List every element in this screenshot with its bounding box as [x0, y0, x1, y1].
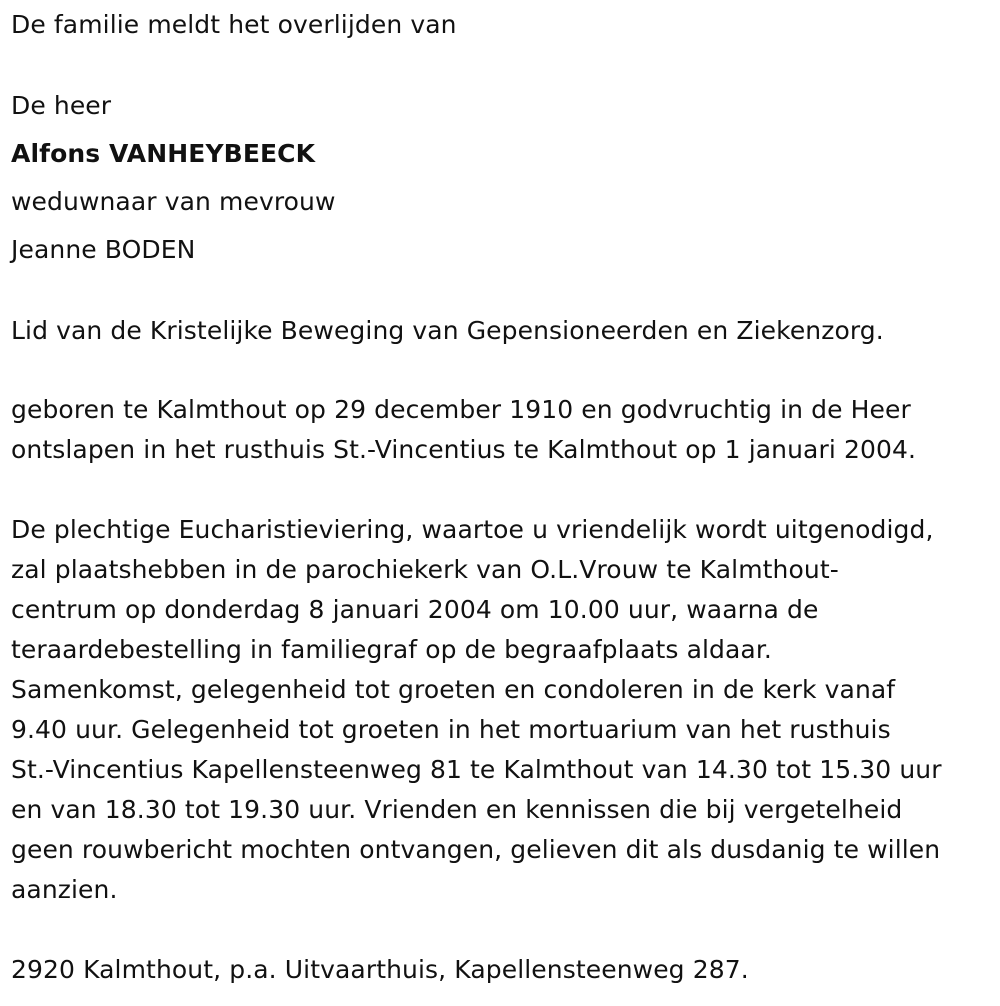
ceremony-line: De plechtige Eucharistieviering, waartoe u vriendelijk wordt uitgenodigd, [11, 515, 934, 544]
deceased-name: Alfons VANHEYBEECK [11, 139, 316, 168]
ceremony-line: aanzien. [11, 875, 118, 904]
ceremony-line: teraardebestelling in familiegraf op de begraafplaats aldaar. [11, 635, 772, 664]
ceremony-line: centrum op donderdag 8 januari 2004 om 10.00 uur, waarna de [11, 595, 819, 624]
ceremony-line: 9.40 uur. Gelegenheid tot groeten in het mortuarium van het rusthuis [11, 715, 891, 744]
ceremony-line: geen rouwbericht mochten ontvangen, gelieven dit als dusdanig te willen [11, 835, 941, 864]
salutation: De heer [11, 91, 112, 120]
widower-line: weduwnaar van mevrouw [11, 187, 336, 216]
intro-text: De familie meldt het overlijden van [11, 10, 457, 39]
ceremony-line: St.-Vincentius Kapellensteenweg 81 te Kalmthout van 14.30 tot 15.30 uur [11, 755, 942, 784]
address-text: 2920 Kalmthout, p.a. Uitvaarthuis, Kapellensteenweg 287. [11, 955, 749, 984]
ceremony-line: zal plaatshebben in de parochiekerk van O.L.Vrouw te Kalmthout- [11, 555, 839, 584]
spouse-name: Jeanne BODEN [11, 235, 196, 264]
ceremony-line: en van 18.30 tot 19.30 uur. Vrienden en kennissen die bij vergetelheid [11, 795, 903, 824]
membership-text: Lid van de Kristelijke Beweging van Gepensioneerden en Ziekenzorg. [11, 316, 884, 345]
birth-death-line: ontslapen in het rusthuis St.-Vincentius te Kalmthout op 1 januari 2004. [11, 435, 917, 464]
ceremony-line: Samenkomst, gelegenheid tot groeten en condoleren in de kerk vanaf [11, 675, 896, 704]
birth-death-line: geboren te Kalmthout op 29 december 1910 en godvruchtig in de Heer [11, 395, 911, 424]
